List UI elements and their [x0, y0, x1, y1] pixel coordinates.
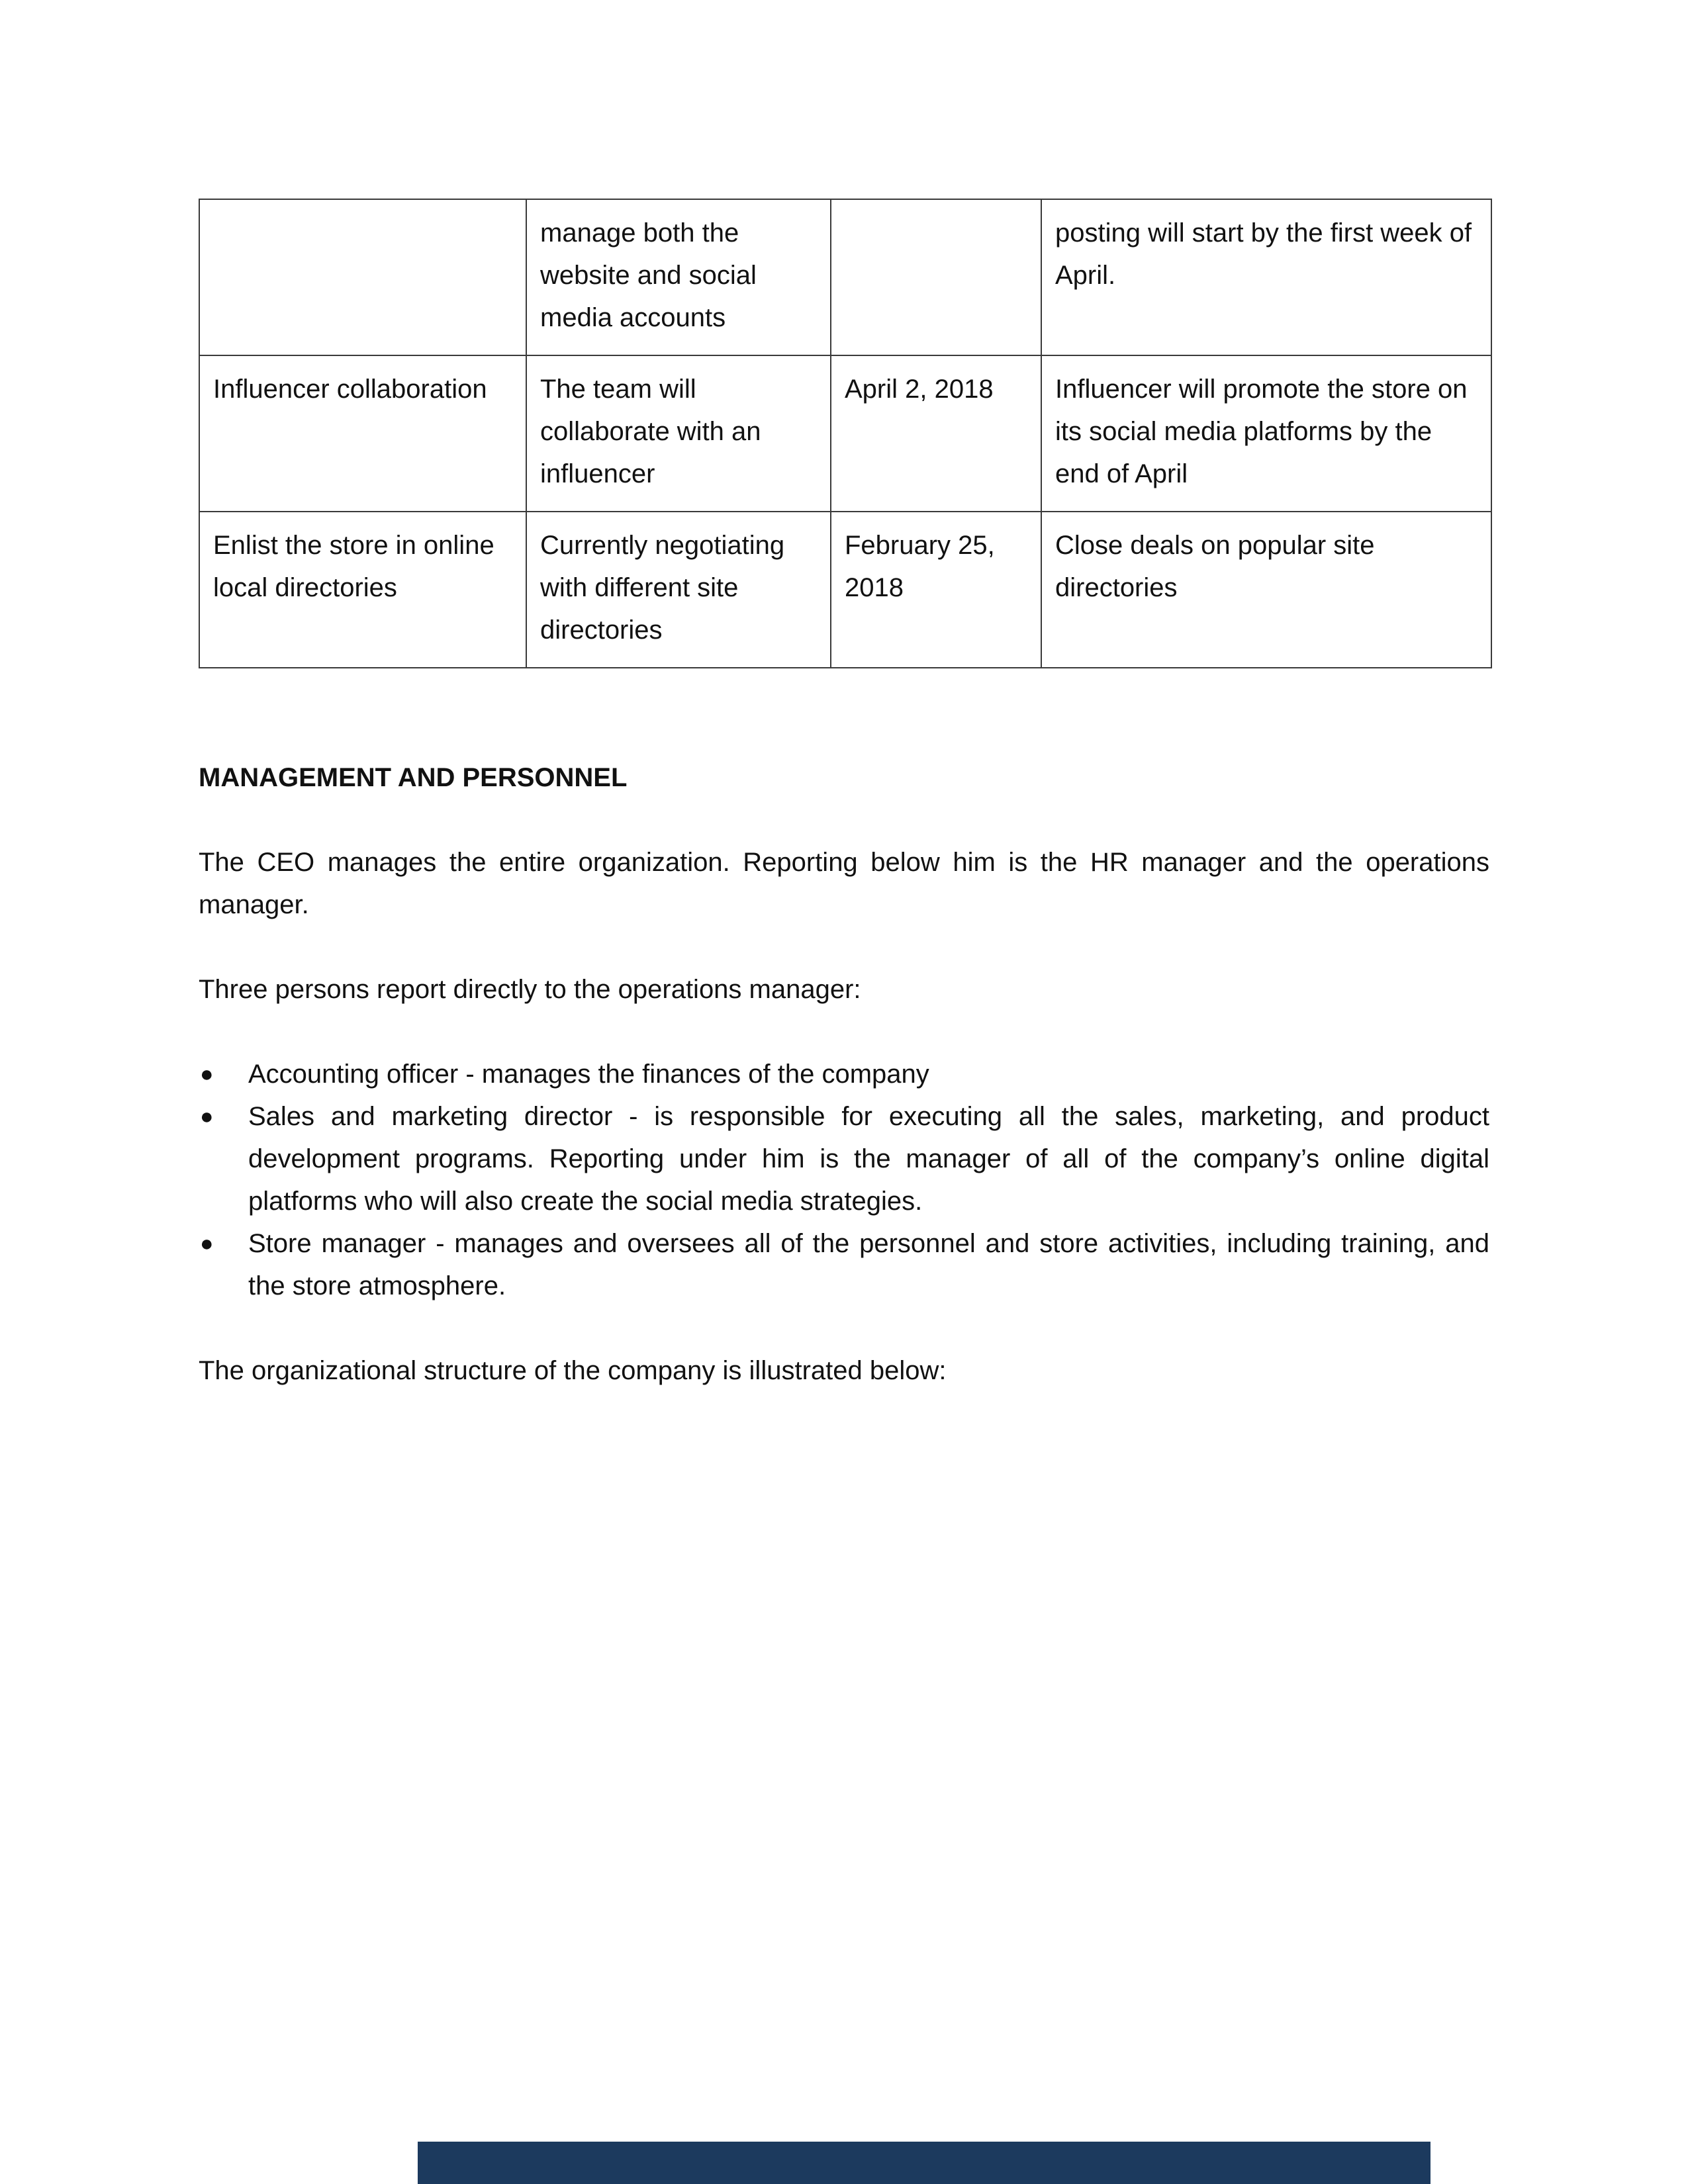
document-page [199, 199, 1489, 1392]
table-cell: April 2, 2018 [831, 355, 1041, 512]
table-cell: posting will start by the first week of April. [1041, 199, 1491, 355]
table-row [199, 355, 1491, 512]
footer-bar [418, 2142, 1430, 2184]
table-cell: manage both the website and social media accounts [526, 199, 831, 355]
table-cell: Influencer collaboration [199, 355, 526, 512]
bullet-icon: ● [200, 1104, 214, 1129]
table-cell: Influencer will promote the store on its social media platforms by the end of April [1041, 355, 1491, 512]
table-cell: Close deals on popular site directories [1041, 512, 1491, 668]
table-row [199, 199, 1491, 355]
paragraph-reports-intro: Three persons report directly to the operations manager: [199, 975, 861, 1004]
table-cell: The team will collaborate with an influencer [526, 355, 831, 512]
list-item [199, 1222, 1489, 1307]
table-row [199, 512, 1491, 668]
bullet-list [199, 1053, 1489, 1307]
bullet-icon: ● [200, 1062, 214, 1087]
list-item [199, 1053, 1489, 1095]
table-cell: Enlist the store in online local directories [199, 512, 526, 668]
bullet-icon: ● [200, 1231, 214, 1256]
paragraph-ceo: The CEO manages the entire organization. Reporting below him is the HR manager and the operations manager. [199, 848, 1489, 919]
list-item-text: Store manager - manages and oversees all of the personnel and store activities, including training, and the store atmosphere. [248, 1229, 1489, 1300]
paragraph-org-structure: The organizational structure of the company is illustrated below: [199, 1356, 947, 1385]
section-heading: MANAGEMENT AND PERSONNEL [199, 763, 628, 792]
list-item-text: Sales and marketing director - is responsible for executing all the sales, marketing, and product development programs. Reporting under him is the manager of all of the company’s online digital platforms who will also create the social media strategies. [248, 1102, 1489, 1216]
table-cell [199, 199, 526, 355]
marketing-plan-table [199, 199, 1492, 668]
table-cell: Currently negotiating with different site directories [526, 512, 831, 668]
table-cell: February 25, 2018 [831, 512, 1041, 668]
list-item [199, 1095, 1489, 1222]
list-item-text: Accounting officer - manages the finances of the company [248, 1060, 929, 1089]
table-cell [831, 199, 1041, 355]
